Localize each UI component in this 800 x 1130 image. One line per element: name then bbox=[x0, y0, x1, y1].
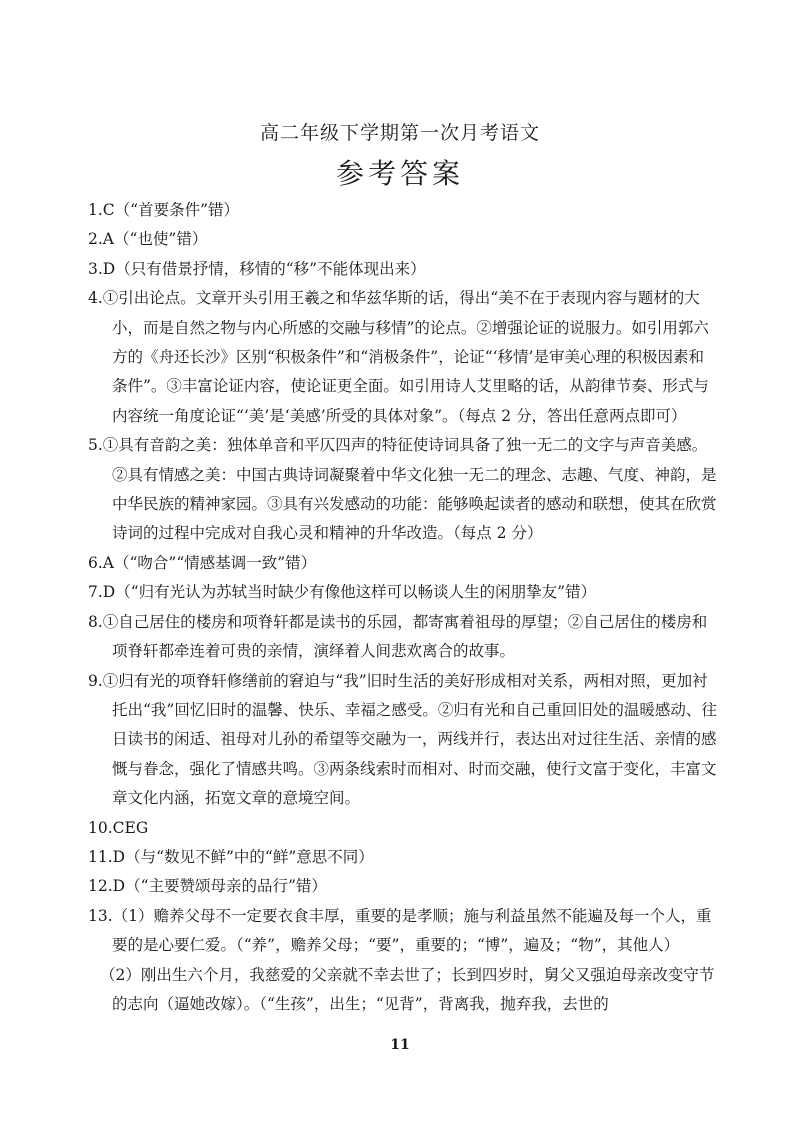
answer-number: 9. bbox=[88, 671, 103, 690]
answer-number: 12. bbox=[88, 877, 113, 896]
answer-item bbox=[88, 843, 718, 872]
answer-number: 7. bbox=[88, 583, 103, 602]
answer-number: 1. bbox=[88, 201, 103, 219]
answer-item bbox=[88, 578, 718, 607]
answer-item bbox=[88, 549, 718, 578]
answer-text: A（“吻合”“情感基调一致”错） bbox=[102, 553, 317, 572]
answer-text: D（与“数见不鲜”中的“鲜”意思不同） bbox=[112, 847, 374, 866]
answer-text: ①归有光的项脊轩修缮前的窘迫与“我”旧时生活的美好形成相对关系，两相对照，更加衬托出“我”回忆旧时的温馨、快乐、幸福之感受。②归有光和自己重回旧处的温暖感动、往日读书的闲适、祖母对儿孙的希望等交融为一，两线并行，表达出对过往生活、亲情的感慨与眷念，强化了情感共鸣。③两条线索时而相对、时而交融，使行文富于变化，丰富文章文化内涵，拓宽文章的意境空间。 bbox=[102, 671, 717, 808]
answer-item bbox=[88, 255, 718, 284]
answer-number: 11. bbox=[88, 847, 113, 866]
exam-subtitle: 高二年级下学期第一次月考语文 bbox=[259, 122, 540, 144]
answer-number: 5. bbox=[88, 436, 103, 455]
answer-text: ①引出论点。文章开头引用王羲之和华兹华斯的话，得出“美不在于表现内容与题材的大小，而是自然之物与内心所感的交融与移情”的论点。②增强论证的说服力。如引用郭六方的《舟还长沙》区别“积极条件”和“消极条件”，论证“‘移情’是审美心理的积极因素和条件”。③丰富论证内容，使论证更全面。如引用诗人艾里略的话，从韵律节奏、形式与内容统一角度论证“‘美’是‘美感’所受的具体对象”。（每点 2 分，答出任意两点即可） bbox=[102, 289, 709, 425]
answer-item bbox=[88, 872, 718, 901]
answer-item bbox=[88, 902, 718, 961]
answer-item bbox=[88, 608, 718, 667]
page-title: 参考答案 bbox=[335, 157, 464, 190]
answer-item bbox=[88, 667, 718, 814]
answer-text: A（“也使”错） bbox=[102, 230, 208, 249]
answer-text: ①具有音韵之美：独体单音和平仄四声的特征使诗词具备了独一无二的文字与声音美感。②具有情感之美：中国古典诗词凝聚着中华文化独一无二的理念、志趣、气度、神韵，是中华民族的精神家园。③具有兴发感动的功能：能够唤起读者的感动和联想，使其在欣赏诗词的过程中完成对自我心灵和精神的升华改造。（每点 2 分） bbox=[102, 436, 717, 543]
answer-text: （1）赡养父母不一定要衣食丰厚，重要的是孝顺；施与利益虽然不能遍及每一个人，重要的是心要仁爱。（“养”，赡养父母；“要”，重要的；“博”，遍及；“物”，其他人） bbox=[112, 906, 712, 955]
answer-item bbox=[88, 284, 718, 431]
answer-text: CEG bbox=[112, 818, 149, 837]
answer-item bbox=[88, 196, 718, 225]
answer-number: 3. bbox=[88, 259, 103, 278]
answer-text: D（“归有光认为苏轼当时缺少有像他这样可以畅谈人生的闲朋挚友”错） bbox=[102, 583, 597, 602]
answer-number: 6. bbox=[88, 553, 103, 572]
answer-subpart: （2）刚出生六个月，我慈爱的父亲就不幸去世了；长到四岁时，舅父又强迫母亲改变守节的志向（逼她改嫁）。（“生孩”，出生；“见背”，背离我，抛弃我，去世的 bbox=[100, 965, 715, 1013]
answer-text: C（“首要条件”错） bbox=[102, 201, 240, 219]
answer-list bbox=[88, 196, 718, 1019]
answer-text: D（只有借景抒情，移情的“移”不能体现出来） bbox=[102, 259, 426, 278]
answer-text: D（“主要赞颂母亲的品行”错） bbox=[112, 877, 327, 896]
page-number: 11 bbox=[390, 1037, 410, 1053]
answer-item bbox=[88, 431, 718, 549]
answer-item bbox=[88, 225, 718, 254]
answer-number: 8. bbox=[88, 612, 103, 631]
answer-number: 13. bbox=[88, 906, 113, 925]
answer-text: ①自己居住的楼房和项脊轩都是读书的乐园，都寄寓着祖母的厚望；②自己居住的楼房和项脊轩都牵连着可贵的亲情，演绎着人间悲欢离合的故事。 bbox=[102, 612, 708, 661]
answer-number: 10. bbox=[88, 818, 113, 837]
answer-item bbox=[88, 814, 718, 843]
answer-number: 2. bbox=[88, 230, 103, 249]
answer-number: 4. bbox=[88, 289, 103, 308]
